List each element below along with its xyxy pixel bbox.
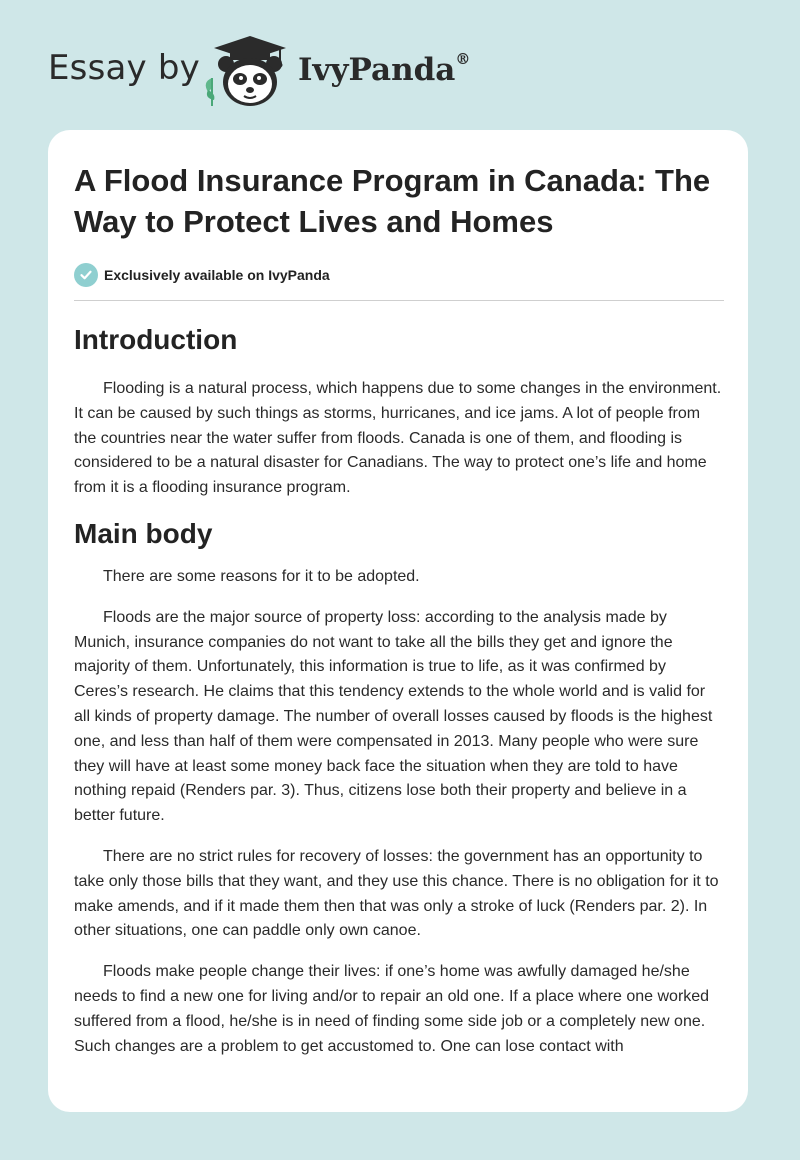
essay-by-label: Essay by <box>48 48 200 88</box>
brand-text: IvyPanda <box>298 52 456 88</box>
section-heading: Main body <box>74 517 213 549</box>
paragraph: Floods are the major source of property loss: according to the analysis made by Munich, insurance companies do not want to take all the bills they get and ignore the majority of them. Unfortunately, this information is true to life, as it was confirmed by Ceres’s research. He claims that this tendency extends to the whole world and is valid for all kinds of property damage. The number of overall losses caused by floods is the highest one, and less than half of them were compensated in 2013. Many people who were sure they will have at least some money back face the situation when they are told to have nothing repaid (Renders par. 3). Thus, citizens lose both their property and believe in a better future. <box>74 608 713 825</box>
section-introduction <box>74 323 724 501</box>
essay-content <box>74 160 724 1075</box>
checkmark-icon <box>74 263 98 287</box>
essay-title: A Flood Insurance Program in Canada: The Way to Protect Lives and Homes <box>74 163 711 239</box>
ivypanda-logo-icon[interactable] <box>200 34 292 110</box>
paragraph: There are no strict rules for recovery of losses: the government has an opportunity to take only those bills that they want, and they use this chance. There is no obligation for it to make amends, and if it made them then that was only a stroke of luck (Renders par. 2). In other situations, one can paddle only own canoe. <box>74 847 719 940</box>
essay-card <box>48 130 748 1112</box>
paragraph: There are some reasons for it to be adopted. <box>103 567 420 585</box>
paragraph: Flooding is a natural process, which happens due to some changes in the environment. It can be caused by such things as storms, hurricanes, and ice jams. A lot of people from the countries near the water suffer from floods. Canada is one of them, and flooding is considered to be a natural disaster for Canadians. The way to protect one’s life and home from it is a flooding insurance program. <box>74 380 722 497</box>
paragraph: Floods make people change their lives: if one’s home was awfully damaged he/she needs to find a new one for living and/or to repair an old one. If a place where one worked suffered from a flood, he/she is in need of finding some side job or a completely new one. Such changes are a problem to get accustomed to. One can lose contact with <box>74 963 710 1055</box>
exclusive-label: Exclusively available on IvyPanda <box>104 267 330 283</box>
site-header <box>48 34 508 110</box>
exclusive-badge <box>74 262 724 288</box>
section-heading: Introduction <box>74 324 238 355</box>
registered-mark: ® <box>455 50 471 68</box>
section-main-body <box>74 517 724 1059</box>
brand-name[interactable] <box>298 52 470 88</box>
divider <box>74 300 724 301</box>
